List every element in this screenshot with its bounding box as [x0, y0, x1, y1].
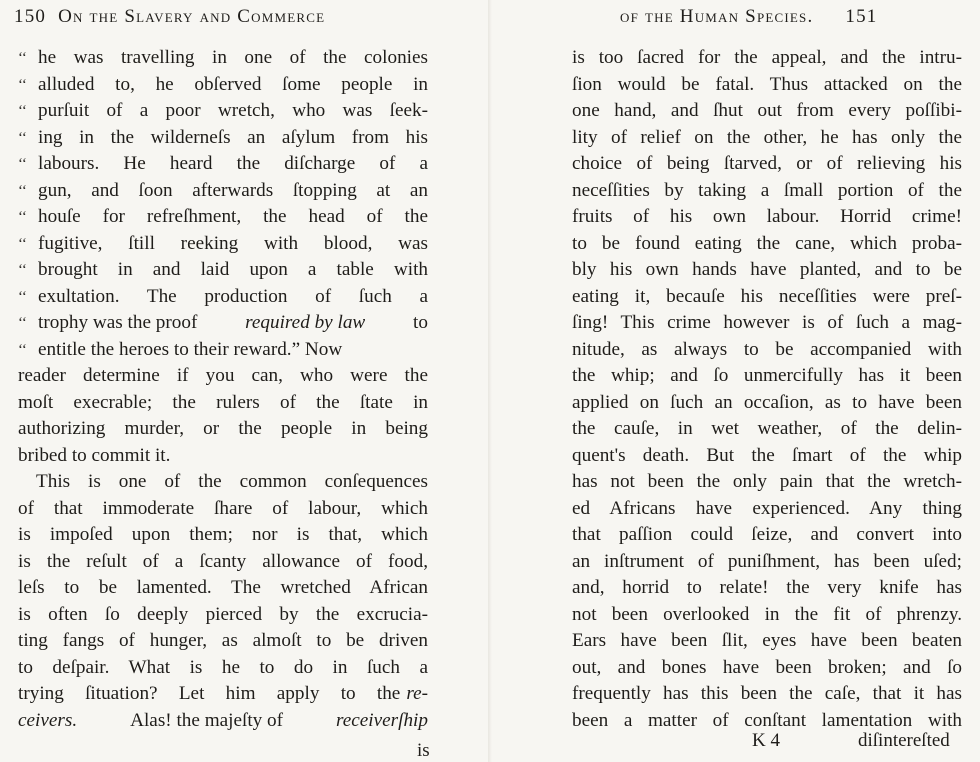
text-segment: labours. He heard the diſcharge of a	[38, 153, 428, 174]
text-segment: bribed to commit it.	[18, 444, 171, 466]
text-segment: houſe for refreſhment, the head of the	[38, 206, 428, 227]
left-running-head-title: On the Slavery and Commerce	[58, 6, 326, 27]
text-segment: to be found eating the cane, which proba-	[572, 232, 962, 254]
text-line	[18, 98, 428, 125]
quote-mark: ‘‘	[18, 50, 27, 66]
text-line	[18, 416, 428, 443]
text-segment: lity of relief on the other, he has only the	[572, 126, 962, 148]
text-segment: exultation. The production of ſuch a	[38, 285, 428, 307]
text-segment: that paſſion could ſeize, and convert into	[572, 524, 962, 545]
text-segment: brought in and laid upon a table with	[38, 259, 428, 280]
text-segment: applied on ſuch an occaſion, as to have been	[572, 391, 962, 413]
text-line	[18, 469, 428, 496]
text-segment: trying ſituation? Let him apply to the	[18, 683, 401, 704]
text-segment: eating it, becauſe his neceſſities were preſ-	[572, 285, 962, 307]
text-line	[18, 204, 428, 231]
text-line	[18, 178, 428, 205]
right-page-number: 151	[845, 6, 878, 27]
text-line	[572, 231, 962, 258]
text-line	[18, 125, 428, 152]
text-line	[572, 363, 962, 390]
quote-mark: ‘‘	[18, 235, 27, 252]
text-segment: not been overlooked in the fit of phrenzy.	[572, 603, 962, 625]
text-line	[572, 337, 962, 364]
text-segment: to	[413, 312, 428, 333]
emphasis-text: re-	[406, 683, 428, 704]
text-segment: ſion would be fatal. Thus attacked on the	[572, 73, 962, 95]
text-line	[18, 602, 428, 629]
text-segment: of that immoderate ſhare of labour, which	[18, 497, 428, 519]
text-line	[572, 549, 962, 576]
text-segment: bly his own hands have planted, and to be	[572, 259, 962, 280]
text-line	[18, 522, 428, 549]
quote-mark: ‘‘	[18, 341, 27, 358]
text-line	[572, 443, 962, 470]
text-line	[18, 310, 428, 337]
text-line	[572, 655, 962, 682]
text-line	[18, 337, 428, 364]
text-line	[572, 257, 962, 284]
text-line	[572, 575, 962, 602]
text-segment: authorizing murder, or the people in being	[18, 418, 428, 439]
text-segment: Ears have been ſlit, eyes have been beaten	[572, 630, 962, 651]
text-segment: alluded to, he obſerved ſome people in	[38, 73, 428, 95]
text-segment: the cauſe, in wet weather, of the delin-	[572, 418, 962, 439]
text-line	[572, 204, 962, 231]
text-segment: one hand, and ſhut out from every poſſibi-	[572, 100, 962, 121]
left-running-head	[14, 6, 325, 28]
quote-mark: ‘‘	[18, 315, 27, 331]
text-segment: leſs to be lamented. The wretched African	[18, 577, 428, 598]
text-line	[572, 628, 962, 655]
text-segment: ſing! This crime however is of ſuch a mag-	[572, 312, 962, 333]
text-line	[18, 443, 428, 470]
text-segment: reader determine if you can, who were the	[18, 365, 428, 386]
emphasis-text: ceivers.	[18, 709, 78, 731]
text-line	[18, 284, 428, 311]
text-line	[18, 708, 428, 735]
text-segment: fruits of his own labour. Horrid crime!	[572, 206, 962, 227]
text-line	[18, 72, 428, 99]
text-segment: fugitive, ſtill reeking with blood, was	[38, 232, 428, 254]
text-segment: ing in the wilderneſs an aſylum from his	[38, 126, 428, 148]
text-segment: Alas! the majeſty of	[130, 709, 284, 731]
text-segment: gun, and ſoon afterwards ſtopping at an	[38, 179, 428, 201]
quote-mark: ‘‘	[18, 209, 27, 225]
signature-mark: K 4	[752, 730, 780, 751]
text-segment: is often ſo deeply pierced by the excrucia-	[18, 603, 428, 625]
quote-mark: ‘‘	[18, 103, 27, 119]
quote-mark: ‘‘	[18, 262, 27, 278]
text-segment: the whip; and ſo unmercifully has it been	[572, 365, 962, 386]
text-line	[572, 151, 962, 178]
quote-mark: ‘‘	[18, 76, 27, 93]
text-line	[572, 681, 962, 708]
quote-mark: ‘‘	[18, 288, 27, 305]
text-line	[572, 469, 962, 496]
paragraph-1-rest	[18, 363, 428, 443]
text-segment: has not been the only pain that the wretch-	[572, 471, 962, 492]
quote-mark: ‘‘	[18, 182, 27, 199]
text-line	[18, 151, 428, 178]
text-line	[18, 257, 428, 284]
text-line	[572, 45, 962, 72]
text-line	[572, 390, 962, 417]
text-line	[572, 98, 962, 125]
right-page	[490, 0, 980, 762]
text-line	[18, 681, 428, 708]
emphasis-text: receiverſhip	[336, 709, 428, 731]
text-line	[18, 628, 428, 655]
text-segment: neceſſities by taking a ſmall portion of the	[572, 179, 962, 201]
text-segment: quent's death. But the ſmart of the whip	[572, 444, 962, 466]
text-line	[572, 602, 962, 629]
right-running-head	[620, 6, 878, 28]
text-segment: trophy was the proof	[38, 312, 198, 333]
quote-mark: ‘‘	[18, 129, 27, 146]
text-segment: is the reſult of a ſcanty allowance of food,	[18, 550, 428, 572]
text-segment: moſt execrable; the rulers of the ſtate in	[18, 391, 428, 413]
text-segment: frequently has this been the caſe, that it has	[572, 683, 962, 704]
text-line	[572, 72, 962, 99]
text-segment: choice of being ſtarved, or of relieving his	[572, 153, 962, 174]
left-page-number: 150	[14, 6, 47, 27]
paragraph-2	[18, 469, 428, 708]
text-segment: out, and bones have been broken; and ſo	[572, 656, 962, 678]
text-segment: This is one of the common conſequences	[36, 471, 428, 492]
quoted-passage	[18, 45, 428, 310]
quote-mark: ‘‘	[18, 156, 27, 172]
text-line	[572, 125, 962, 152]
text-segment: ting fangs of hunger, as almoſt to be driven	[18, 630, 428, 651]
text-line	[18, 655, 428, 682]
text-line	[18, 575, 428, 602]
text-line	[18, 231, 428, 258]
text-line	[18, 363, 428, 390]
text-segment: ed Africans have experienced. Any thing	[572, 497, 962, 519]
text-line	[572, 310, 962, 337]
text-line	[572, 496, 962, 523]
text-line	[18, 496, 428, 523]
text-segment: is impoſed upon them; nor is that, which	[18, 524, 428, 545]
text-line	[572, 522, 962, 549]
text-line	[572, 178, 962, 205]
left-body-text	[18, 45, 428, 734]
text-segment: is too ſacred for the appeal, and the intru-	[572, 47, 962, 68]
text-line	[18, 390, 428, 417]
text-segment: nitude, as always to be accompanied with	[572, 338, 962, 360]
text-segment: to deſpair. What is he to do in ſuch a	[18, 656, 428, 678]
right-running-head-title: of the Human Species.	[620, 6, 814, 27]
text-segment: entitle the heroes to their reward.” Now	[38, 338, 343, 360]
text-segment: been a matter of conſtant lamentation with	[572, 709, 962, 731]
text-line	[572, 416, 962, 443]
emphasis-text: required by law	[245, 312, 366, 333]
text-line	[18, 549, 428, 576]
right-catchword: diſintereſted	[858, 730, 950, 751]
right-body-text	[572, 45, 962, 734]
text-segment: and, horrid to relate! the very knife has	[572, 577, 962, 598]
text-segment: purſuit of a poor wretch, who was ſeek-	[38, 100, 428, 121]
text-line	[18, 45, 428, 72]
text-line	[572, 284, 962, 311]
left-catchword: is	[417, 740, 430, 761]
text-segment: he was travelling in one of the colonies	[38, 47, 428, 68]
text-segment: an inſtrument of puniſhment, has been uſed;	[572, 550, 962, 572]
